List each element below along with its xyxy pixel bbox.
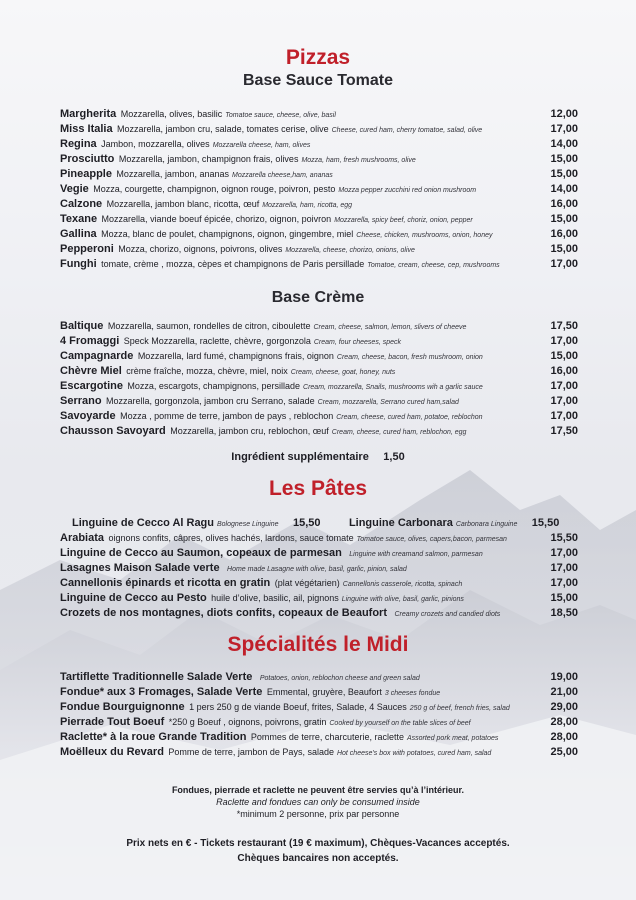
item-price: 17,50	[550, 425, 578, 437]
footer-payment: Prix nets en € - Tickets restaurant (19 € maximum), Chèques-Vacances acceptés.	[126, 838, 510, 849]
menu-row	[60, 225, 578, 240]
creme-header	[0, 288, 636, 308]
item-price: 15,00	[550, 350, 578, 362]
footer-cheques: Chèques bancaires non acceptés.	[237, 853, 399, 864]
item-name: Pepperoni	[60, 243, 114, 255]
item-ingredients: Mozzarella, jambon, champignon frais, olives	[118, 154, 299, 164]
item-ingredients: Jambon, mozzarella, olives	[101, 139, 210, 149]
midi-list	[60, 668, 578, 758]
item-english: Cream, four cheeses, speck	[313, 339, 401, 346]
item-name: Raclette* à la roue Grande Tradition	[60, 731, 247, 743]
midi-header	[0, 632, 636, 658]
pasta-pair-item	[72, 513, 325, 530]
menu-row	[60, 180, 578, 195]
item-english: Creamy crozets and candied diots	[394, 611, 501, 618]
item-english: Assorted pork meat, potatoes	[406, 735, 499, 742]
menu-row	[60, 529, 578, 544]
menu-row	[60, 240, 578, 255]
item-ingredients: Mozzarella, jambon blanc, ricotta, œuf	[106, 199, 260, 209]
item-price: 19,00	[550, 671, 578, 683]
menu-row	[60, 698, 578, 713]
item-name: Arabiata	[60, 532, 105, 544]
item-ingredients: Speck Mozzarella, raclette, chèvre, gorgonzola	[123, 336, 311, 346]
menu-row	[60, 347, 578, 362]
menu-row	[60, 362, 578, 377]
note-minimum: *minimum 2 personne, prix par personne	[236, 809, 400, 819]
item-english: Cannellonis casserole, ricotta, spinach	[342, 581, 463, 588]
item-name: Linguine de Cecco au Saumon, copeaux de parmesan	[60, 547, 342, 559]
item-ingredients: Mozza, courgette, champignon, oignon rouge, poivron, pesto	[93, 184, 336, 194]
pasta-name: Linguine Carbonara	[348, 517, 453, 529]
notes-block	[0, 784, 636, 821]
item-name: Miss Italia	[60, 123, 113, 135]
item-ingredients: *250 g Boeuf , oignons, poivrons, gratin	[168, 717, 327, 727]
item-ingredients: Mozza , pomme de terre, jambon de pays , reblochon	[120, 411, 334, 421]
item-english: Cheese, chicken, mushrooms, onion, honey	[356, 232, 493, 239]
item-price: 17,00	[550, 258, 578, 270]
item-name: Crozets de nos montagnes, diots confits, copeaux de Beaufort	[60, 607, 387, 619]
item-ingredients: Mozzarella, saumon, rondelles de citron, ciboulette	[107, 321, 311, 331]
pasta-english: Carbonara Linguine	[455, 521, 518, 528]
item-name: Campagnarde	[60, 350, 134, 362]
pasta-price: 15,50	[292, 517, 321, 529]
item-price: 18,50	[550, 607, 578, 619]
item-name: Pierrade Tout Boeuf	[60, 716, 165, 728]
item-name: Baltique	[60, 320, 104, 332]
item-price: 15,00	[550, 213, 578, 225]
item-ingredients: Mozzarella, lard fumé, champignons frais, oignon	[137, 351, 334, 361]
item-price: 28,00	[550, 716, 578, 728]
item-english: 3 cheeses fondue	[384, 690, 441, 697]
item-price: 14,00	[550, 183, 578, 195]
item-description	[60, 422, 542, 440]
item-ingredients: (plat végétarien)	[274, 578, 340, 588]
item-description	[60, 255, 542, 273]
item-english: Hot cheese’s box with potatoes, cured ham, salad	[336, 750, 492, 757]
item-name: Serrano	[60, 395, 102, 407]
pasta-english: Bolognese Linguine	[217, 521, 279, 528]
menu-row	[60, 589, 578, 604]
note-indoor-en: Raclette and fondues can only be consumed inside	[216, 797, 420, 807]
item-name: Fondue* aux 3 Fromages, Salade Verte	[60, 686, 263, 698]
item-name: Pineapple	[60, 168, 112, 180]
item-description	[60, 604, 542, 622]
item-english: Tomatoe sauce, cheese, olive, basil	[225, 112, 336, 119]
item-price: 16,00	[550, 228, 578, 240]
item-name: Chausson Savoyard	[60, 425, 166, 437]
item-ingredients: Mozzarella, gorgonzola, jambon cru Serrano, salade	[106, 396, 315, 406]
item-price: 17,00	[550, 380, 578, 392]
item-price: 14,00	[550, 138, 578, 150]
menu-row	[60, 105, 578, 120]
pasta-price: 15,50	[531, 517, 560, 529]
item-price: 21,00	[550, 686, 578, 698]
item-name: Gallina	[60, 228, 97, 240]
item-name: Funghi	[60, 258, 97, 270]
menu-row	[60, 743, 578, 758]
menu-row	[60, 195, 578, 210]
item-ingredients: Mozzarella, jambon cru, reblochon, œuf	[170, 426, 329, 436]
item-english: Home made Lasagne with olive, basil, garlic, pinion, salad	[227, 566, 407, 573]
item-ingredients: Mozza, chorizo, oignons, poivrons, olives	[118, 244, 283, 254]
subtitle-cream-base: Base Crème	[271, 289, 365, 306]
item-price: 28,00	[550, 731, 578, 743]
item-english: Mozzarella, spicy beef, choriz, onion, pepper	[334, 217, 473, 224]
pizza-tomato-list	[60, 105, 578, 270]
item-english: Mozza pepper zucchini red onion mushroom	[338, 187, 477, 194]
menu-row	[60, 604, 578, 619]
menu-row	[60, 407, 578, 422]
menu-row	[60, 713, 578, 728]
subtitle-tomato-base: Base Sauce Tomate	[243, 72, 393, 89]
item-price: 15,00	[550, 153, 578, 165]
menu-row	[60, 422, 578, 437]
item-price: 17,00	[550, 335, 578, 347]
item-name: Calzone	[60, 198, 103, 210]
pasta-pair-item	[349, 513, 559, 530]
section-title-midi: Spécialités le Midi	[227, 633, 409, 656]
item-ingredients: Pomme de terre, jambon de Pays, salade	[168, 747, 334, 757]
item-price: 15,00	[550, 243, 578, 255]
menu-row	[60, 377, 578, 392]
pates-header	[0, 476, 636, 502]
item-name: 4 Fromaggi	[60, 335, 120, 347]
item-english: Mozzarella, cheese, chorizo, onions, olive	[285, 247, 415, 254]
item-ingredients: crème fraîche, mozza, chèvre, miel, noix	[126, 366, 288, 376]
footer-block	[0, 836, 636, 866]
item-english: Cream, mozzarella, Serrano cured ham,salad	[317, 399, 459, 406]
item-english: Cream, mozzarella, Snails, mushrooms wih a garlic sauce	[303, 384, 483, 391]
item-price: 16,00	[550, 365, 578, 377]
item-price: 17,50	[550, 320, 578, 332]
item-ingredients: oignons confits, câpres, olives hachés, lardons, sauce tomate	[108, 533, 354, 543]
supplement-label: Ingrédient supplémentaire	[231, 451, 369, 463]
item-name: Linguine de Cecco au Pesto	[60, 592, 207, 604]
item-english: Mozzarella cheese,ham, ananas	[231, 172, 333, 179]
item-price: 17,00	[550, 562, 578, 574]
menu-row	[60, 317, 578, 332]
menu-row	[60, 728, 578, 743]
item-english: Linguine with creamand salmon, parmesan	[349, 551, 483, 558]
item-name: Escargotine	[60, 380, 123, 392]
item-price: 29,00	[550, 701, 578, 713]
note-indoor-fr: Fondues, pierrade et raclette ne peuvent être servies qu’à l’intérieur.	[171, 785, 465, 795]
item-ingredients: huile d’olive, basilic, ail, pignons	[211, 593, 339, 603]
item-english: Mozzarella cheese, ham, olives	[212, 142, 311, 149]
item-english: Linguine with olive, basil, garlic, pinions	[341, 596, 464, 603]
pasta-list	[60, 529, 578, 619]
menu-row	[60, 544, 578, 559]
menu-row	[60, 210, 578, 225]
pasta-pair-row	[72, 514, 572, 529]
item-price: 15,00	[550, 592, 578, 604]
item-english: Cream, cheese, cured ham, potatoe, reblochon	[336, 414, 483, 421]
item-name: Prosciutto	[60, 153, 115, 165]
item-name: Savoyarde	[60, 410, 116, 422]
item-ingredients: Mozzarella, jambon, ananas	[116, 169, 229, 179]
item-name: Texane	[60, 213, 98, 225]
item-price: 15,00	[550, 168, 578, 180]
menu-row	[60, 559, 578, 574]
pizza-cream-list	[60, 317, 578, 437]
item-name: Margherita	[60, 108, 117, 120]
item-ingredients: Mozza, blanc de poulet, champignons, oignon, gingembre, miel	[101, 229, 354, 239]
item-english: Mozza, ham, fresh mushrooms, olive	[301, 157, 416, 164]
supplement-line	[0, 447, 636, 465]
item-name: Tartiflette Traditionnelle Salade Verte	[60, 671, 253, 683]
item-english: Cream, cheese, salmon, lemon, slivers of cheeve	[313, 324, 467, 331]
item-english: Cream, cheese, goat, honey, nuts	[290, 369, 396, 376]
item-price: 15,50	[550, 532, 578, 544]
menu-row	[60, 135, 578, 150]
item-name: Fondue Bourguignonne	[60, 701, 185, 713]
menu-row	[60, 332, 578, 347]
item-english: Potatoes, onion, reblochon cheese and green salad	[259, 675, 420, 682]
item-price: 16,00	[550, 198, 578, 210]
item-price: 17,00	[550, 577, 578, 589]
menu-row	[60, 255, 578, 270]
item-name: Cannellonis épinards et ricotta en gratin	[60, 577, 271, 589]
menu-row	[60, 392, 578, 407]
section-title-pizzas: Pizzas	[285, 46, 351, 69]
item-ingredients: Mozza, escargots, champignons, persillade	[127, 381, 301, 391]
item-price: 25,00	[550, 746, 578, 758]
item-english: Cream, cheese, bacon, fresh mushroom, onion	[336, 354, 483, 361]
menu-row	[60, 668, 578, 683]
item-ingredients: Emmental, gruyère, Beaufort	[266, 687, 382, 697]
menu-row	[60, 165, 578, 180]
item-price: 17,00	[550, 123, 578, 135]
pasta-name: Linguine de Cecco Al Ragu	[72, 517, 214, 529]
item-description	[60, 743, 542, 761]
item-ingredients: Pommes de terre, charcuterie, raclette	[250, 732, 404, 742]
item-english: Tomatoe, cream, cheese, cep, mushrooms	[367, 262, 500, 269]
menu-row	[60, 120, 578, 135]
item-english: 250 g of beef, french fries, salad	[409, 705, 510, 712]
item-ingredients: 1 pers 250 g de viande Boeuf, frites, Salade, 4 Sauces	[189, 702, 407, 712]
supplement-price: 1,50	[383, 451, 405, 463]
item-price: 17,00	[550, 547, 578, 559]
item-price: 17,00	[550, 395, 578, 407]
item-name: Lasagnes Maison Salade verte	[60, 562, 220, 574]
item-english: Cheese, cured ham, cherry tomatoe, salad, olive	[331, 127, 483, 134]
item-english: Cooked by yourself on the table slices of beef	[329, 720, 471, 727]
section-title-pates: Les Pâtes	[268, 477, 368, 500]
item-ingredients: Mozzarella, jambon cru, salade, tomates cerise, olive	[117, 124, 329, 134]
item-name: Moëlleux du Revard	[60, 746, 164, 758]
item-english: Tomatoe sauce, olives, capers,bacon, parmesan	[356, 536, 507, 543]
item-price: 17,00	[550, 410, 578, 422]
item-name: Regina	[60, 138, 97, 150]
item-ingredients: tomate, crème , mozza, cèpes et champignons de Paris persillade	[101, 259, 365, 269]
menu-row	[60, 683, 578, 698]
item-price: 12,00	[550, 108, 578, 120]
item-english: Cream, cheese, cured ham, reblochon, egg	[331, 429, 467, 436]
item-ingredients: Mozzarella, olives, basilic	[120, 109, 223, 119]
pizzas-header	[0, 45, 636, 91]
item-name: Chèvre Miel	[60, 365, 122, 377]
item-english: Mozzarella, ham, ricotta, egg	[262, 202, 353, 209]
item-name: Vegie	[60, 183, 89, 195]
menu-row	[60, 150, 578, 165]
menu-row	[60, 574, 578, 589]
item-ingredients: Mozzarella, viande boeuf épicée, chorizo, oignon, poivron	[101, 214, 332, 224]
